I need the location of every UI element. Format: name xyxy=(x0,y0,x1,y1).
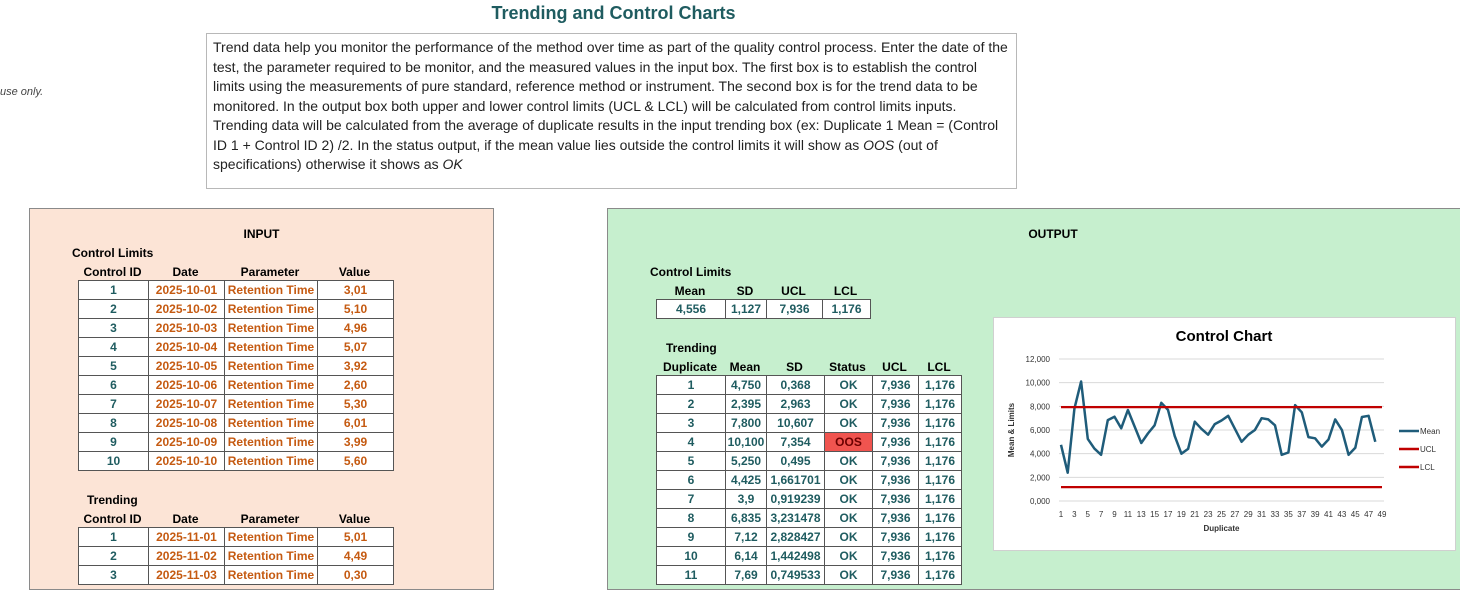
table-cell[interactable]: 0,919239 xyxy=(767,490,825,509)
table-cell[interactable]: 6,835 xyxy=(726,509,767,528)
x-tick-label: 41 xyxy=(1324,510,1333,519)
table-row xyxy=(79,414,394,433)
x-tick-label: 25 xyxy=(1217,510,1226,519)
table-row xyxy=(79,376,394,395)
side-note: use only. xyxy=(0,86,44,98)
table-cell[interactable]: 7,936 xyxy=(873,566,919,585)
input-control-limits-title: Control Limits xyxy=(72,246,154,260)
table-row xyxy=(657,414,962,433)
table-cell[interactable]: OOS xyxy=(825,433,873,452)
table-cell[interactable]: Retention Time xyxy=(225,528,318,547)
table-cell[interactable]: 3 xyxy=(79,566,149,585)
table-cell[interactable]: 7 xyxy=(657,490,726,509)
x-tick-label: 21 xyxy=(1190,510,1200,519)
description-box xyxy=(206,33,1017,189)
table-cell[interactable]: 6 xyxy=(657,471,726,490)
x-axis-label: Duplicate xyxy=(1203,524,1240,533)
table-cell[interactable]: 4,49 xyxy=(318,547,394,566)
table-cell[interactable]: 3 xyxy=(79,319,149,338)
table-cell[interactable]: 4,96 xyxy=(318,319,394,338)
table-cell[interactable]: 1 xyxy=(79,528,149,547)
table-cell[interactable]: Retention Time xyxy=(225,300,318,319)
table-cell[interactable]: 9 xyxy=(79,433,149,452)
table-cell[interactable]: OK xyxy=(825,509,873,528)
table-cell[interactable]: 7,69 xyxy=(726,566,767,585)
chart-title: Control Chart xyxy=(1175,328,1273,345)
y-tick-label: 10,000 xyxy=(1025,378,1050,388)
table-cell[interactable]: 7,936 xyxy=(873,547,919,566)
output-control-limits-title: Control Limits xyxy=(650,265,732,279)
table-cell[interactable]: 7 xyxy=(79,395,149,414)
table-cell[interactable]: 2025-10-08 xyxy=(149,414,225,433)
column-header: Parameter xyxy=(240,512,300,526)
table-cell[interactable]: Retention Time xyxy=(225,376,318,395)
x-tick-label: 1 xyxy=(1058,510,1064,519)
y-tick-label: 2,000 xyxy=(1029,473,1050,483)
column-header: Control ID xyxy=(83,265,142,279)
table-row xyxy=(79,547,394,566)
table-cell[interactable]: 2025-10-05 xyxy=(149,357,225,376)
table-cell[interactable]: 7,12 xyxy=(726,528,767,547)
column-header: Mean xyxy=(674,284,706,298)
table-cell[interactable]: 2025-10-01 xyxy=(149,281,225,300)
input-control-limits-table xyxy=(78,280,394,471)
table-cell[interactable]: 2,60 xyxy=(318,376,394,395)
table-cell[interactable]: 5,01 xyxy=(318,528,394,547)
column-header: Value xyxy=(338,265,371,279)
table-cell[interactable]: 1,176 xyxy=(919,509,962,528)
table-cell[interactable]: Retention Time xyxy=(225,357,318,376)
table-cell[interactable]: 4 xyxy=(79,338,149,357)
table-cell[interactable]: 0,495 xyxy=(767,452,825,471)
table-cell[interactable]: 6,14 xyxy=(726,547,767,566)
description-oos: OOS xyxy=(863,136,895,153)
table-cell[interactable]: 1,176 xyxy=(919,471,962,490)
table-cell[interactable]: 7,936 xyxy=(873,509,919,528)
table-cell[interactable]: 7,936 xyxy=(873,376,919,395)
table-cell[interactable]: 1,176 xyxy=(823,300,871,319)
table-cell[interactable]: Retention Time xyxy=(225,281,318,300)
legend-label: UCL xyxy=(1420,445,1437,454)
table-row xyxy=(657,509,962,528)
input-title: INPUT xyxy=(243,227,280,241)
x-tick-label: 13 xyxy=(1136,510,1146,519)
output-title: OUTPUT xyxy=(1028,227,1078,241)
x-tick-label: 47 xyxy=(1364,510,1374,519)
table-cell[interactable]: 5,10 xyxy=(318,300,394,319)
table-cell[interactable]: 2 xyxy=(79,300,149,319)
table-cell[interactable]: 3,9 xyxy=(726,490,767,509)
table-row xyxy=(657,433,962,452)
table-cell[interactable]: 3,92 xyxy=(318,357,394,376)
table-cell[interactable]: 2 xyxy=(657,395,726,414)
table-cell[interactable]: 7,354 xyxy=(767,433,825,452)
control-chart xyxy=(993,317,1456,551)
table-cell[interactable]: 5,60 xyxy=(318,452,394,471)
table-cell[interactable]: 5,07 xyxy=(318,338,394,357)
input-panel xyxy=(29,208,494,590)
y-tick-label: 0,000 xyxy=(1029,497,1050,506)
x-tick-label: 35 xyxy=(1283,510,1293,519)
table-cell[interactable]: Retention Time xyxy=(225,566,318,585)
table-cell[interactable]: 2 xyxy=(79,547,149,566)
table-cell[interactable]: 2025-10-09 xyxy=(149,433,225,452)
table-cell[interactable]: 1 xyxy=(657,376,726,395)
table-cell[interactable]: 2,828427 xyxy=(767,528,825,547)
table-cell[interactable]: 1,661701 xyxy=(767,471,825,490)
table-cell[interactable]: 0,30 xyxy=(318,566,394,585)
table-cell[interactable]: 11 xyxy=(657,566,726,585)
column-header: LCL xyxy=(833,284,858,298)
table-row xyxy=(657,376,962,395)
table-cell[interactable]: 1,176 xyxy=(919,452,962,471)
table-row xyxy=(657,547,962,566)
table-cell[interactable]: 10,100 xyxy=(726,433,767,452)
x-tick-label: 5 xyxy=(1085,510,1090,519)
table-cell[interactable]: Retention Time xyxy=(225,433,318,452)
column-header: UCL xyxy=(882,360,907,374)
table-row xyxy=(79,281,394,300)
column-header: Control ID xyxy=(83,512,142,526)
input-trending-table xyxy=(78,527,394,585)
table-row xyxy=(657,300,871,319)
table-cell[interactable]: OK xyxy=(825,528,873,547)
table-cell[interactable]: 6 xyxy=(79,376,149,395)
table-cell[interactable]: 2025-10-10 xyxy=(149,452,225,471)
x-tick-label: 23 xyxy=(1203,510,1213,519)
table-cell[interactable]: 7,800 xyxy=(726,414,767,433)
column-header: Date xyxy=(172,265,199,279)
table-cell[interactable]: 5,30 xyxy=(318,395,394,414)
table-cell[interactable]: 2025-11-03 xyxy=(149,566,225,585)
table-cell[interactable]: OK xyxy=(825,490,873,509)
y-axis-label: Mean & Limits xyxy=(1007,402,1016,458)
table-cell[interactable]: 4,556 xyxy=(657,300,726,319)
x-tick-label: 49 xyxy=(1377,510,1387,519)
y-tick-label: 4,000 xyxy=(1029,449,1050,459)
table-cell[interactable]: 7,936 xyxy=(873,433,919,452)
table-cell[interactable]: 3,01 xyxy=(318,281,394,300)
x-tick-label: 11 xyxy=(1123,510,1133,519)
x-tick-label: 19 xyxy=(1176,510,1186,519)
table-cell[interactable]: 1,176 xyxy=(919,376,962,395)
table-cell[interactable]: 0,368 xyxy=(767,376,825,395)
table-cell[interactable]: OK xyxy=(825,376,873,395)
x-tick-label: 29 xyxy=(1243,510,1253,519)
table-cell[interactable]: Retention Time xyxy=(225,414,318,433)
table-row xyxy=(79,300,394,319)
column-header: SD xyxy=(736,284,754,298)
y-tick-label: 6,000 xyxy=(1029,426,1050,435)
table-cell[interactable]: 1 xyxy=(79,281,149,300)
table-cell[interactable]: OK xyxy=(825,547,873,566)
table-cell[interactable]: Retention Time xyxy=(225,395,318,414)
table-cell[interactable]: 1,176 xyxy=(919,395,962,414)
table-cell[interactable]: 1,127 xyxy=(726,300,767,319)
column-header: LCL xyxy=(927,360,951,374)
y-tick-label: 12,000 xyxy=(1025,355,1050,364)
table-cell[interactable]: 10 xyxy=(657,547,726,566)
table-cell[interactable]: 7,936 xyxy=(873,471,919,490)
column-header: Mean xyxy=(729,360,761,374)
table-cell[interactable]: 4,750 xyxy=(726,376,767,395)
control-chart-svg xyxy=(994,318,1455,550)
description-ok: OK xyxy=(442,156,463,172)
table-cell[interactable]: 5 xyxy=(657,452,726,471)
x-tick-label: 17 xyxy=(1163,510,1173,519)
output-trending-title: Trending xyxy=(666,341,717,355)
x-tick-label: 3 xyxy=(1072,510,1077,519)
x-tick-label: 27 xyxy=(1230,510,1240,519)
table-cell[interactable]: 1,176 xyxy=(919,414,962,433)
input-trending-title: Trending xyxy=(87,493,138,507)
table-row xyxy=(657,395,962,414)
column-header: Status xyxy=(829,360,866,374)
table-cell[interactable]: 1,176 xyxy=(919,490,962,509)
series-line-mean xyxy=(1061,382,1375,473)
table-cell[interactable]: 5,250 xyxy=(726,452,767,471)
table-cell[interactable]: 3,231478 xyxy=(767,509,825,528)
legend-label: LCL xyxy=(1420,463,1435,472)
table-cell[interactable]: 2025-11-01 xyxy=(149,528,225,547)
table-cell[interactable]: 4,425 xyxy=(726,471,767,490)
table-cell[interactable]: OK xyxy=(825,471,873,490)
table-cell[interactable]: 3 xyxy=(657,414,726,433)
x-tick-label: 33 xyxy=(1270,510,1280,519)
x-tick-label: 7 xyxy=(1098,510,1104,519)
output-trending-table xyxy=(656,375,962,585)
table-cell[interactable]: 3,99 xyxy=(318,433,394,452)
table-cell[interactable]: 2025-10-03 xyxy=(149,319,225,338)
table-cell[interactable]: 1,176 xyxy=(919,528,962,547)
table-cell[interactable]: Retention Time xyxy=(225,338,318,357)
column-header: Parameter xyxy=(240,265,300,279)
table-row xyxy=(79,452,394,471)
table-row xyxy=(79,566,394,585)
table-row xyxy=(657,566,962,585)
table-cell[interactable]: 9 xyxy=(657,528,726,547)
table-cell[interactable]: 7,936 xyxy=(873,490,919,509)
column-header: UCL xyxy=(781,284,806,298)
table-row xyxy=(657,452,962,471)
table-row xyxy=(657,471,962,490)
table-cell[interactable]: OK xyxy=(825,395,873,414)
table-cell[interactable]: OK xyxy=(825,414,873,433)
table-cell[interactable]: 1,176 xyxy=(919,433,962,452)
table-cell[interactable]: OK xyxy=(825,452,873,471)
column-header: Duplicate xyxy=(662,360,717,374)
table-cell[interactable]: 8 xyxy=(657,509,726,528)
legend-label: Mean xyxy=(1420,427,1441,436)
table-cell[interactable]: 1,442498 xyxy=(767,547,825,566)
table-row xyxy=(657,490,962,509)
table-row xyxy=(79,357,394,376)
table-cell[interactable]: 10 xyxy=(79,452,149,471)
table-cell[interactable]: 1,176 xyxy=(919,566,962,585)
table-cell[interactable]: 2,395 xyxy=(726,395,767,414)
x-tick-label: 9 xyxy=(1112,510,1117,519)
table-cell[interactable]: 10,607 xyxy=(767,414,825,433)
table-cell[interactable]: Retention Time xyxy=(225,319,318,338)
x-tick-label: 39 xyxy=(1310,510,1320,519)
table-cell[interactable]: OK xyxy=(825,566,873,585)
table-cell[interactable]: 2025-10-04 xyxy=(149,338,225,357)
column-header: Date xyxy=(172,512,199,526)
table-cell[interactable]: Retention Time xyxy=(225,452,318,471)
table-cell[interactable]: 0,749533 xyxy=(767,566,825,585)
table-row xyxy=(79,395,394,414)
x-tick-label: 15 xyxy=(1150,510,1160,519)
x-tick-label: 43 xyxy=(1337,510,1347,519)
x-tick-label: 45 xyxy=(1350,510,1360,519)
table-cell[interactable]: 2025-11-02 xyxy=(149,547,225,566)
output-control-limits-table xyxy=(656,299,871,319)
table-cell[interactable]: 2025-10-06 xyxy=(149,376,225,395)
y-tick-label: 8,000 xyxy=(1029,402,1050,412)
table-cell[interactable]: Retention Time xyxy=(225,547,318,566)
description-text: Trend data help you monitor the performance of the method over time as part of the quality control process. Enter the date of the test, the parameter required to be monitor, and the measured values in the input box. The first box is to establish the control limits using the measurements of pure standard, reference method or instrument. The second box is for the trend data to be monitored. In the output box both upper and lower control limits (UCL & LCL) will be calculated from control limits inputs. Trending data will be calculated from the average of duplicate results in the input trending box (ex: Duplicate 1 Mean = (Control ID 1 + Control ID 2) /2. In the status output, if the mean value lies outside the control limits it will show as xyxy=(213,39,1008,153)
table-row xyxy=(79,338,394,357)
table-cell[interactable]: 7,936 xyxy=(873,395,919,414)
x-tick-label: 31 xyxy=(1257,510,1267,519)
table-cell[interactable]: 6,01 xyxy=(318,414,394,433)
table-row xyxy=(657,528,962,547)
page-title: Trending and Control Charts xyxy=(491,3,736,23)
x-tick-label: 37 xyxy=(1297,510,1307,519)
table-cell[interactable]: 2025-10-07 xyxy=(149,395,225,414)
table-cell[interactable]: 7,936 xyxy=(873,414,919,433)
table-cell[interactable]: 2025-10-02 xyxy=(149,300,225,319)
table-cell[interactable]: 2,963 xyxy=(767,395,825,414)
table-cell[interactable]: 7,936 xyxy=(873,452,919,471)
column-header: SD xyxy=(786,360,803,374)
description-text-2: (out of specifications) otherwise it shows as xyxy=(213,136,938,172)
table-cell[interactable]: 7,936 xyxy=(767,300,823,319)
table-cell[interactable]: 4 xyxy=(657,433,726,452)
table-cell[interactable]: 5 xyxy=(79,357,149,376)
table-cell[interactable]: 8 xyxy=(79,414,149,433)
table-row xyxy=(79,319,394,338)
table-row xyxy=(79,528,394,547)
table-cell[interactable]: 1,176 xyxy=(919,547,962,566)
table-row xyxy=(79,433,394,452)
table-cell[interactable]: 7,936 xyxy=(873,528,919,547)
column-header: Value xyxy=(338,512,371,526)
